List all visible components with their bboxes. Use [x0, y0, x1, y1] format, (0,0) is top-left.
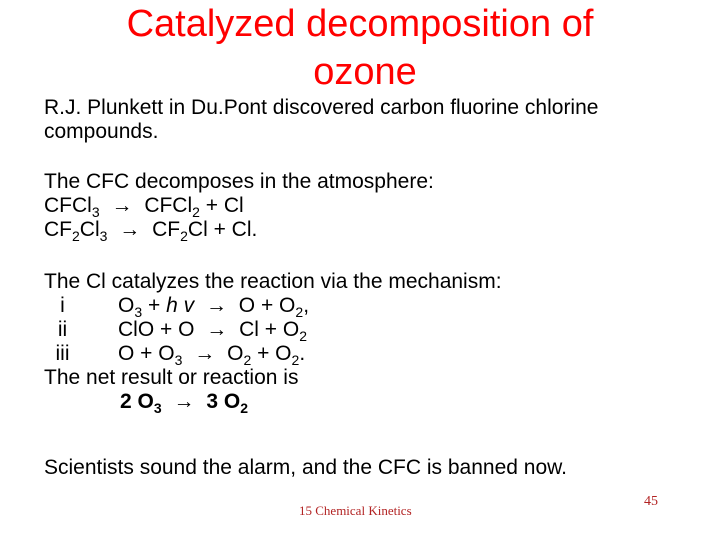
- step-number: iii: [55, 342, 70, 365]
- intro-line-1: R.J. Plunkett in Du.Pont discovered carbon fluorine chlorine: [44, 96, 599, 119]
- cfc-heading: The CFC decomposes in the atmosphere:: [44, 170, 434, 193]
- arrow-icon: →: [173, 390, 195, 413]
- mechanism-step-ii: ii ClO + $O \to Cl + O_2$: [44, 318, 502, 342]
- equation-cf2cl3: $CF_2Cl_3 \to CF_2Cl + Cl$.: [44, 218, 258, 244]
- footer-text: 15 Chemical Kinetics: [299, 503, 412, 518]
- intro-paragraph: [44, 96, 598, 144]
- photon-symbol: h v: [166, 294, 195, 317]
- net-reaction: 2 $O_3 \to 3$ $O_2$: [120, 390, 248, 416]
- arrow-icon: →: [111, 194, 133, 217]
- equation-cfcl3: CFCl$_3$ → CFCl$_2$ + Cl: [44, 194, 244, 220]
- page-number: 45: [644, 494, 658, 509]
- slide-title: [0, 0, 720, 96]
- cfc-section: [44, 170, 434, 242]
- title-line-1: Catalyzed decomposition of: [126, 3, 594, 45]
- step-number: i: [60, 294, 65, 317]
- mechanism-section: [44, 270, 502, 414]
- mechanism-step-iii: iii $O + O_3 \to O_2 + O_2$.: [44, 342, 502, 366]
- net-heading: The net result or reaction is: [44, 366, 299, 389]
- title-line-2: ozone: [313, 51, 417, 93]
- step-number: ii: [57, 318, 68, 341]
- closing-statement: Scientists sound the alarm, and the CFC is banned now.: [44, 456, 567, 479]
- arrow-icon: →: [119, 218, 141, 241]
- intro-line-2: compounds.: [44, 120, 159, 143]
- mechanism-step-i: i $O_3 + h$ $v \to O + O_2$,: [44, 294, 502, 318]
- arrow-icon: →: [206, 318, 228, 341]
- mechanism-heading: The Cl catalyzes the reaction via the mechanism:: [44, 270, 502, 293]
- arrow-icon: →: [194, 342, 216, 365]
- arrow-icon: →: [205, 294, 227, 317]
